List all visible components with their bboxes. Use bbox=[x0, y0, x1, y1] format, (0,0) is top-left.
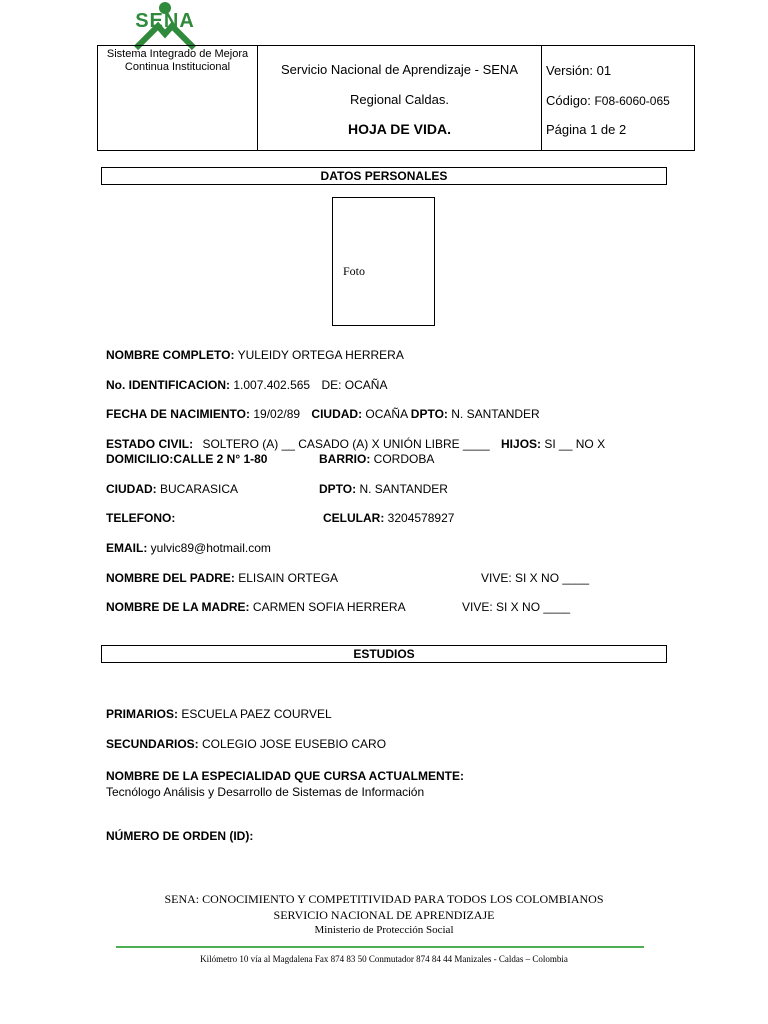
padre-label: NOMBRE DEL PADRE: bbox=[106, 571, 235, 585]
barrio-value: CORDOBA bbox=[373, 452, 435, 466]
row-barrio bbox=[319, 452, 434, 466]
header-version: Versión: 01 bbox=[546, 63, 612, 78]
orden-label: NÚMERO DE ORDEN (ID): bbox=[106, 829, 254, 843]
secundarios-label: SECUNDARIOS: bbox=[106, 737, 199, 751]
photo-label: Foto bbox=[343, 264, 366, 278]
hijos-value: SI __ NO X bbox=[544, 437, 606, 451]
row-ciudad2 bbox=[106, 482, 238, 496]
primarios-value: ESCUELA PAEZ COURVEL bbox=[181, 707, 332, 721]
row-telefono bbox=[106, 511, 175, 525]
codigo-value: F08-6060-065 bbox=[594, 94, 670, 108]
header-codigo bbox=[546, 93, 670, 108]
email-value: yulvic89@hotmail.com bbox=[150, 541, 271, 555]
ciudad2-value: BUCARASICA bbox=[160, 482, 239, 496]
row-nombre bbox=[106, 348, 404, 362]
row-identificacion bbox=[106, 378, 387, 392]
row-dpto2 bbox=[319, 482, 448, 496]
header-regional: Regional Caldas. bbox=[349, 92, 449, 107]
fecha-label: FECHA DE NACIMIENTO: bbox=[106, 407, 250, 421]
especialidad-label: NOMBRE DE LA ESPECIALIDAD QUE CURSA ACTUALMENTE: bbox=[106, 769, 465, 783]
row-secundarios bbox=[106, 737, 386, 751]
fecha-value: 19/02/89 bbox=[253, 407, 301, 421]
header-title: HOJA DE VIDA. bbox=[348, 121, 451, 137]
row-madre bbox=[106, 600, 406, 614]
row-padre bbox=[106, 571, 338, 585]
telefono-label: TELEFONO: bbox=[106, 511, 176, 525]
nombre-label: NOMBRE COMPLETO: bbox=[106, 348, 235, 362]
footer-org: SERVICIO NACIONAL DE APRENDIZAJE bbox=[273, 908, 495, 922]
hijos-label: HIJOS: bbox=[501, 437, 542, 451]
ciudad-value: OCAÑA bbox=[365, 407, 408, 421]
row-domicilio bbox=[106, 452, 267, 466]
codigo-label: Código: bbox=[546, 93, 591, 108]
estado-value: SOLTERO (A) __ CASADO (A) X UNIÓN LIBRE ____ bbox=[202, 437, 490, 451]
header-left-cell: Sistema Integrado de Mejora Continua Institucional bbox=[98, 46, 258, 150]
header-pagina: Página 1 de 2 bbox=[546, 122, 627, 137]
ciudad2-label: CIUDAD: bbox=[106, 482, 157, 496]
dpto-value: N. SANTANDER bbox=[451, 407, 540, 421]
id-de: DE: OCAÑA bbox=[321, 378, 388, 392]
celular-value: 3204578927 bbox=[387, 511, 455, 525]
domicilio-label: DOMICILIO:CALLE 2 N° 1-80 bbox=[106, 452, 268, 466]
row-especialidad bbox=[106, 769, 464, 783]
madre-label: NOMBRE DE LA MADRE: bbox=[106, 600, 250, 614]
sena-logo bbox=[128, 0, 202, 50]
row-numero-orden bbox=[106, 829, 253, 843]
dpto-label: DPTO: bbox=[410, 407, 448, 421]
id-value: 1.007.402.565 bbox=[233, 378, 311, 392]
photo-box bbox=[332, 197, 435, 326]
section-datos-personales: DATOS PERSONALES bbox=[101, 167, 667, 185]
especialidad-value: Tecnólogo Análisis y Desarrollo de Sistemas de Información bbox=[106, 785, 425, 799]
row-primarios bbox=[106, 707, 332, 721]
header-table bbox=[97, 45, 695, 151]
madre-value: CARMEN SOFIA HERRERA bbox=[252, 600, 406, 614]
dpto2-label: DPTO: bbox=[319, 482, 357, 496]
section-estudios: ESTUDIOS bbox=[101, 645, 667, 663]
header-center-cell bbox=[258, 46, 542, 150]
row-fecha bbox=[106, 407, 540, 421]
celular-label: CELULAR: bbox=[323, 511, 385, 525]
barrio-label: BARRIO: bbox=[319, 452, 371, 466]
footer-ministerio: Ministerio de Protección Social bbox=[314, 924, 454, 936]
dpto2-value: N. SANTANDER bbox=[359, 482, 448, 496]
logo-text: SENA bbox=[135, 10, 195, 32]
id-label: No. IDENTIFICACION: bbox=[106, 378, 230, 392]
header-org: Servicio Nacional de Aprendizaje - SENA bbox=[280, 62, 518, 77]
madre-vive: VIVE: SI X NO ____ bbox=[462, 600, 571, 614]
row-celular bbox=[323, 511, 454, 525]
padre-value: ELISAIN ORTEGA bbox=[238, 571, 339, 585]
email-label: EMAIL: bbox=[106, 541, 148, 555]
header-right-cell bbox=[542, 46, 694, 150]
footer-divider bbox=[116, 946, 644, 948]
primarios-label: PRIMARIOS: bbox=[106, 707, 178, 721]
footer-address: Kilómetro 10 vía al Magdalena Fax 874 83 50 Conmutador 874 84 44 Manizales - Caldas – Colombia bbox=[200, 954, 568, 964]
padre-vive: VIVE: SI X NO ____ bbox=[481, 571, 590, 585]
estado-label: ESTADO CIVIL: bbox=[106, 437, 194, 451]
ciudad-label: CIUDAD: bbox=[311, 407, 363, 421]
secundarios-value: COLEGIO JOSE EUSEBIO CARO bbox=[202, 737, 387, 751]
nombre-value: YULEIDY ORTEGA HERRERA bbox=[237, 348, 404, 362]
row-estado-civil bbox=[106, 437, 605, 451]
footer-slogan: SENA: CONOCIMIENTO Y COMPETITIVIDAD PARA TODOS LOS COLOMBIANOS bbox=[164, 892, 604, 906]
row-email bbox=[106, 541, 271, 555]
